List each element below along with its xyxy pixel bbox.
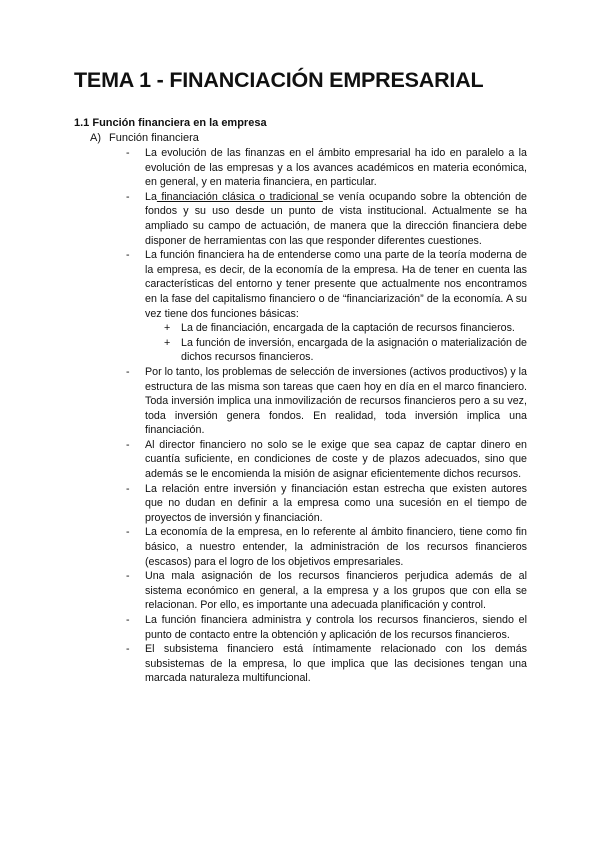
item-text-pre: La [145,190,157,203]
sub-list-item: + La de financiación, encargada de la captación de recursos financieros. [145,321,527,336]
item-text-post: se venía ocupando sobre la obtención de fondos y su uso desde un punto de vista institucional. Actualmente se ha ampliado su campo de actuación, de manera que la dirección financiera debe disponer de herramientas con las que responder diferentes cuestiones. [145,190,527,247]
page-title: TEMA 1 - FINANCIACIÓN EMPRESARIAL [74,68,484,92]
list-item: - Una mala asignación de los recursos financieros perjudica además de al sistema económico en general, a la empresa y a los grupos que con ella se relacionan. Por ello, es importante una adecuada planificación y control. [113,569,527,613]
list-item: - La relación entre inversión y financiación estan estrecha que existen autores que no dudan en definir a la empresa como una sucesión en el tiempo de proyectos de inversión y financiación. [113,482,527,526]
subsection-letter: A) [90,132,101,144]
list-item: - Al director financiero no solo se le exige que sea capaz de captar dinero en cuantía suficiente, en condiciones de coste y de plazos adecuados, sino que además se le encomienda la misión de asignar eficientemente dichos recursos. [113,438,527,482]
sub-list [145,321,527,365]
list-item [113,248,527,365]
list-item: - La función financiera administra y controla los recursos financieros, siendo el punto de contacto entre la obtención y aplicación de los recursos financieros. [113,613,527,642]
list-item: - El subsistema financiero está íntimamente relacionado con los demás subsistemas de la empresa, lo que implica que las decisiones tengan una marcada naturaleza multifuncional. [113,642,527,686]
list-item [113,190,527,248]
section-heading: 1.1 Función financiera en la empresa [74,117,267,129]
sub-list-item: + La función de inversión, encargada de la asignación o materialización de dichos recursos financieros. [145,336,527,365]
underlined-term: financiación clásica o tradicional [156,190,323,203]
list-item: - La economía de la empresa, en lo referente al ámbito financiero, tiene como fin básico, a nuestro entender, la administración de los recursos financieros (escasos) para el logro de los objetivos empresariales. [113,525,527,569]
list-item: - La evolución de las finanzas en el ámbito empresarial ha ido en paralelo a la evolución de las empresas y a los avances académicos en materia económica, en general, y en materia financiera, en particular. [113,146,527,190]
subsection-heading [90,132,199,144]
bullet-list [113,146,527,686]
subsection-label: Función financiera [109,132,199,144]
list-item: - Por lo tanto, los problemas de selección de inversiones (activos productivos) y la estructura de las misma son tareas que caen hoy en día en el marco financiero. Toda inversión implica una inmovilización de recursos financieros pero a su vez, toda inversión genera fondos. En realidad, toda inversión implica una financiación. [113,365,527,438]
item-text: La función financiera ha de entenderse como una parte de la teoría moderna de la empresa, es decir, de la economía de la empresa. Ha de tener en cuenta las características del entorno y tener presente que actualmente nos encontramos en la fase del capitalismo financiero o de “financiarización” de la economía. A su vez tiene dos funciones básicas: [145,249,527,320]
